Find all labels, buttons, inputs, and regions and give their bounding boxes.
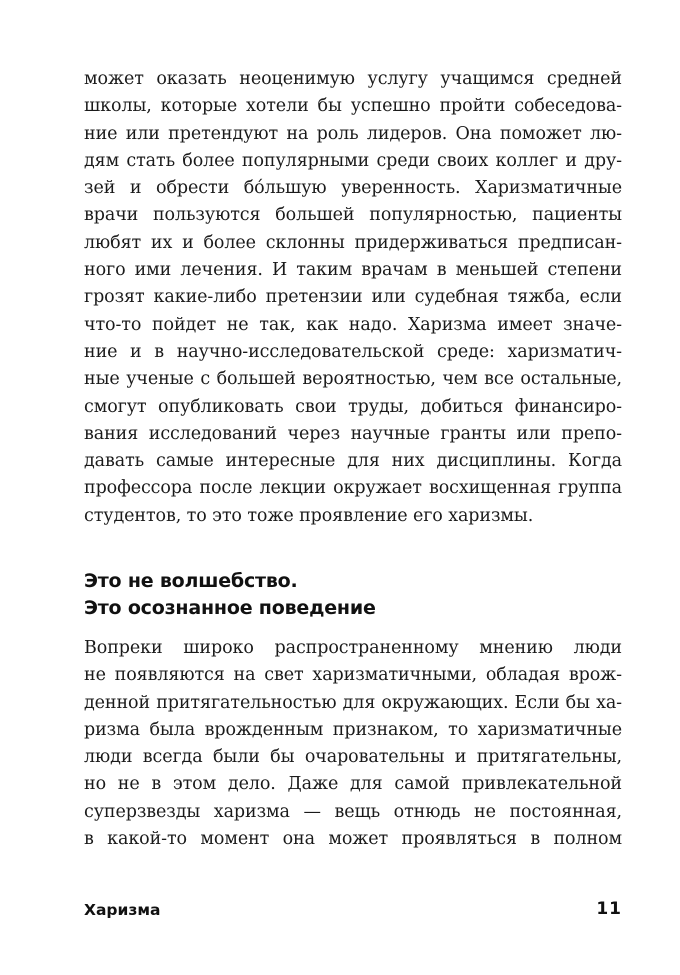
body-paragraph-1 — [84, 66, 622, 530]
text-line: люди всегда были бы очаровательны и притягательны, — [84, 747, 622, 768]
running-title: Харизма — [84, 901, 161, 919]
text-line: школы, которые хотели бы успешно пройти собеседова- — [84, 96, 622, 117]
text-line: студентов, то это тоже проявление его харизмы. — [84, 505, 534, 526]
body-paragraph-2 — [84, 635, 622, 853]
text-line: профессора после лекции окружает восхищенная группа — [84, 478, 622, 499]
page-footer — [84, 899, 622, 923]
section-heading-line-2: Это осознанное поведение — [84, 597, 376, 619]
text-line: Вопреки широко распространенному мнению люди — [84, 638, 622, 658]
text-line: ние или претендуют на роль лидеров. Она поможет лю- — [84, 123, 622, 144]
text-line: ризма была врожденным признаком, то харизматичные — [84, 719, 622, 740]
text-line: врачи пользуются большей популярностью, пациенты — [84, 205, 622, 226]
section-heading-line-1: Это не волшебство. — [84, 570, 298, 592]
section-heading — [84, 568, 622, 622]
text-line: но не в этом дело. Даже для самой привлекательной — [84, 774, 622, 795]
text-line: смогут опубликовать свои труды, добиться финансиро- — [84, 396, 622, 417]
text-line: грозят какие-либо претензии или судебная тяжба, если — [84, 287, 622, 308]
text-line: не появляются на свет харизматичными, обладая врож- — [84, 665, 622, 686]
text-line: зей и обрести бóльшую уверенность. Харизматичные — [84, 178, 622, 199]
page-number: 11 — [596, 899, 622, 919]
text-line: суперзвезды харизма — вещь отнюдь не постоянная, — [84, 801, 622, 822]
text-line: в какой-то момент она может проявляться в полном — [84, 829, 622, 850]
text-line: вания исследований через научные гранты или препо- — [84, 423, 622, 444]
text-line: дям стать более популярными среди своих коллег и дру- — [84, 150, 622, 171]
text-line: может оказать неоценимую услугу учащимся средней — [84, 69, 622, 89]
text-line: денной притягательностью для окружающих. Если бы ха- — [84, 692, 622, 713]
text-line: любят их и более склонны придерживаться предписан- — [84, 232, 622, 253]
text-line: ние и в научно-исследовательской среде: харизматич- — [84, 341, 622, 362]
text-line: ные ученые с большей вероятностью, чем все остальные, — [84, 369, 622, 390]
text-line: ного ими лечения. И таким врачам в меньшей степени — [84, 260, 622, 281]
text-line: давать самые интересные для них дисциплины. Когда — [84, 451, 622, 472]
text-line: что-то пойдет не так, как надо. Харизма имеет значе- — [84, 314, 622, 335]
